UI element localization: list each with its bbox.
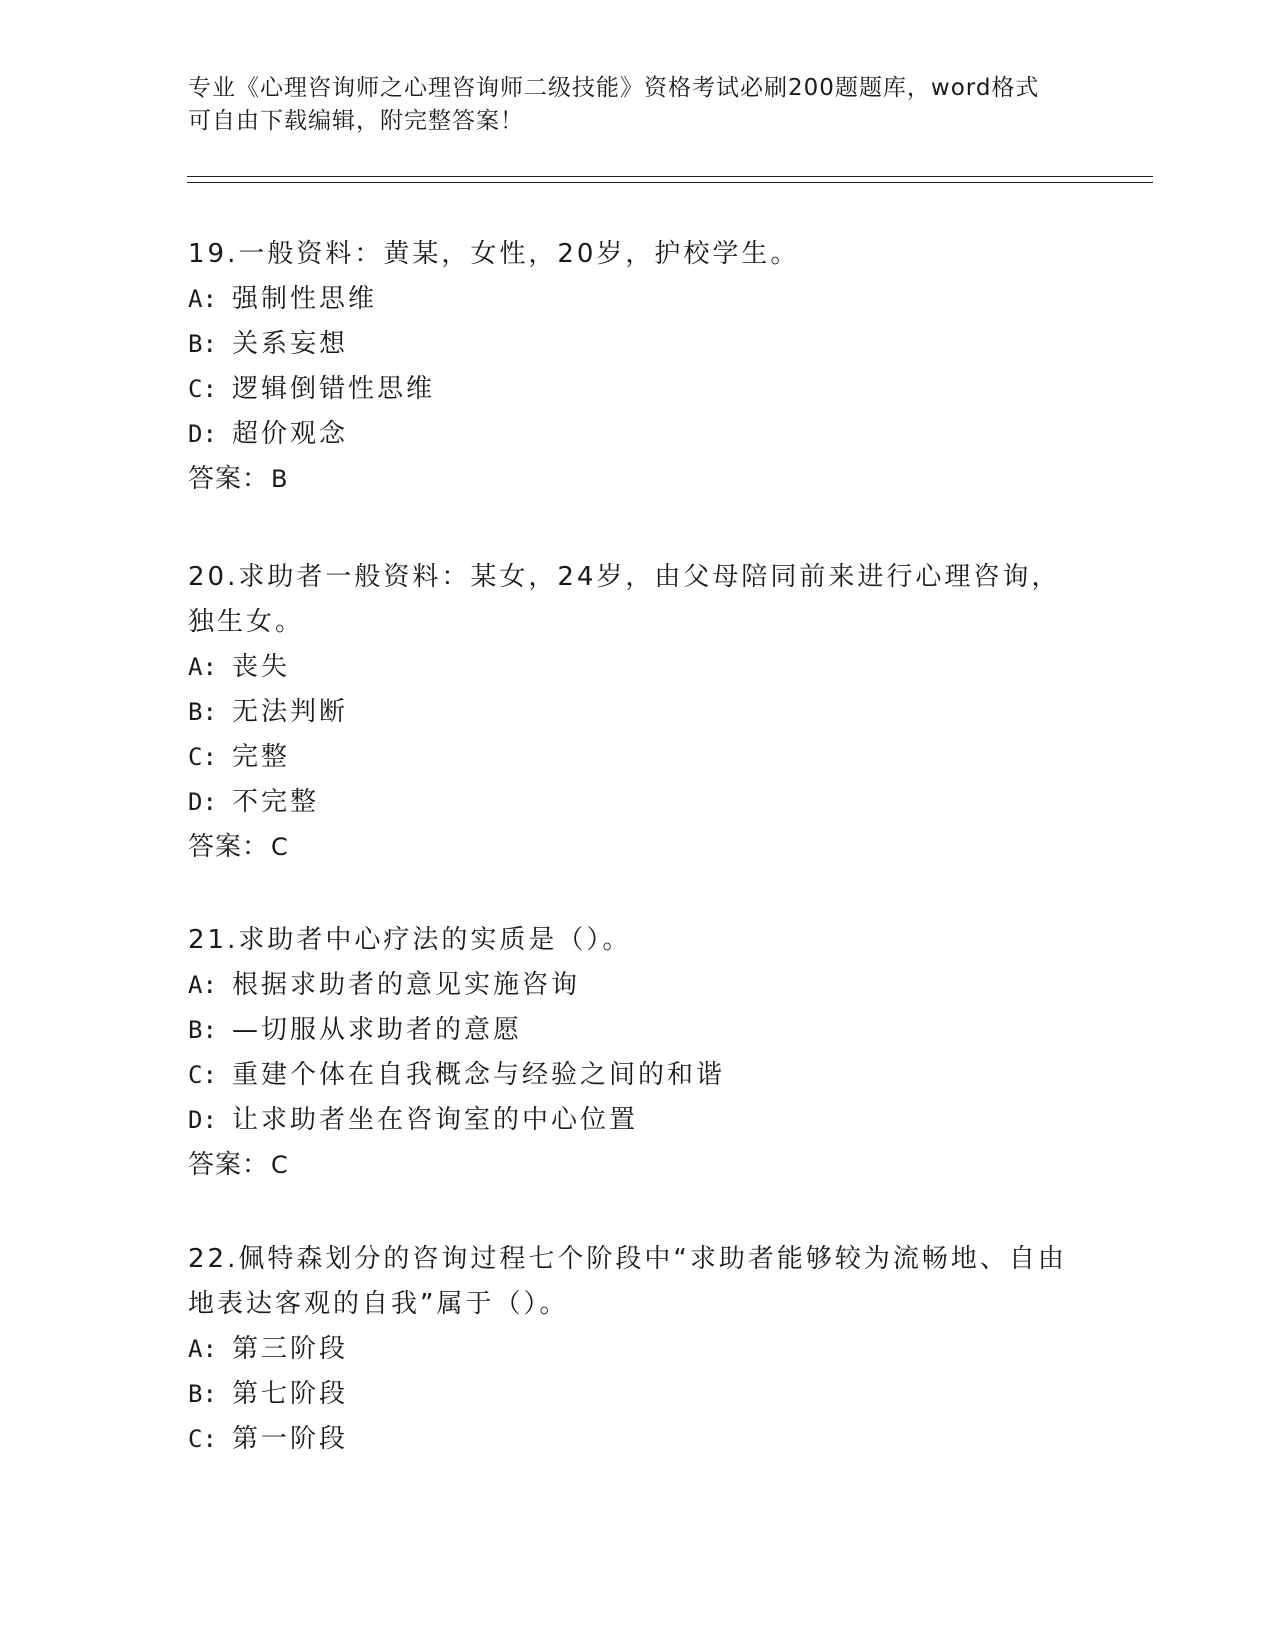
answer-label: 答案： — [188, 1150, 270, 1180]
question-20 — [188, 555, 1088, 870]
option-text: 第七阶段 — [232, 1379, 349, 1409]
option-text: 强制性思维 — [232, 284, 378, 314]
option-letter: D: — [188, 420, 217, 448]
answer-value: B — [271, 465, 289, 493]
answer-line — [188, 457, 1088, 502]
option-c — [188, 735, 1088, 780]
option-text: 第三阶段 — [232, 1334, 349, 1364]
option-letter: B: — [188, 1380, 217, 1408]
question-stem: 19.一般资料：黄某，女性，20岁，护校学生。 — [188, 239, 800, 269]
option-text: 无法判断 — [232, 697, 349, 727]
answer-line — [188, 825, 1088, 870]
option-a — [188, 963, 1088, 1008]
option-text: 关系妄想 — [232, 329, 349, 359]
option-a — [188, 277, 1088, 322]
option-letter: B: — [188, 330, 217, 358]
option-letter: A: — [188, 1335, 217, 1363]
header-divider-top — [187, 176, 1153, 177]
answer-value: C — [271, 1151, 289, 1179]
option-text: 超价观念 — [232, 419, 349, 449]
option-b — [188, 1008, 1088, 1053]
document-header — [188, 72, 1088, 138]
question-stem: 20.求助者一般资料：某女，24岁，由父母陪同前来进行心理咨询，独生女。 — [188, 562, 1061, 637]
answer-value: C — [271, 833, 289, 861]
question-21 — [188, 918, 1088, 1188]
option-text: —切服从求助者的意愿 — [232, 1015, 523, 1045]
option-a — [188, 645, 1088, 690]
option-text: 第一阶段 — [232, 1424, 349, 1454]
option-letter: A: — [188, 971, 217, 999]
option-letter: B: — [188, 1016, 217, 1044]
option-text: 根据求助者的意见实施咨询 — [232, 970, 581, 1000]
option-b — [188, 690, 1088, 735]
option-letter: D: — [188, 788, 217, 816]
question-stem: 21.求助者中心疗法的实质是（）。 — [188, 925, 632, 955]
option-letter: C: — [188, 743, 217, 771]
option-text: 让求助者坐在咨询室的中心位置 — [232, 1105, 639, 1135]
option-c — [188, 367, 1088, 412]
option-text: 不完整 — [232, 787, 320, 817]
option-text: 丧失 — [232, 652, 291, 682]
option-d — [188, 412, 1088, 457]
question-stem: 22.佩特森划分的咨询过程七个阶段中“求助者能够较为流畅地、自由地表达客观的自我”属于（）。 — [188, 1244, 1067, 1319]
header-line-1: 专业《心理咨询师之心理咨询师二级技能》资格考试必刷200题题库，word格式 — [188, 75, 1040, 101]
answer-label: 答案： — [188, 832, 270, 862]
header-divider-bottom — [187, 182, 1153, 183]
header-line-2: 可自由下载编辑，附完整答案！ — [188, 108, 524, 134]
option-d — [188, 780, 1088, 825]
option-letter: C: — [188, 375, 217, 403]
option-text: 逻辑倒错性思维 — [232, 374, 436, 404]
question-22 — [188, 1237, 1088, 1462]
answer-label: 答案： — [188, 464, 270, 494]
option-b — [188, 1372, 1088, 1417]
question-19 — [188, 232, 1088, 502]
option-letter: A: — [188, 285, 217, 313]
option-letter: B: — [188, 698, 217, 726]
option-text: 重建个体在自我概念与经验之间的和谐 — [232, 1060, 726, 1090]
option-text: 完整 — [232, 742, 291, 772]
option-letter: C: — [188, 1425, 217, 1453]
option-letter: A: — [188, 653, 217, 681]
option-letter: C: — [188, 1061, 217, 1089]
option-a — [188, 1327, 1088, 1372]
answer-line — [188, 1143, 1088, 1188]
option-c — [188, 1417, 1088, 1462]
option-d — [188, 1098, 1088, 1143]
option-letter: D: — [188, 1106, 217, 1134]
option-b — [188, 322, 1088, 367]
option-c — [188, 1053, 1088, 1098]
